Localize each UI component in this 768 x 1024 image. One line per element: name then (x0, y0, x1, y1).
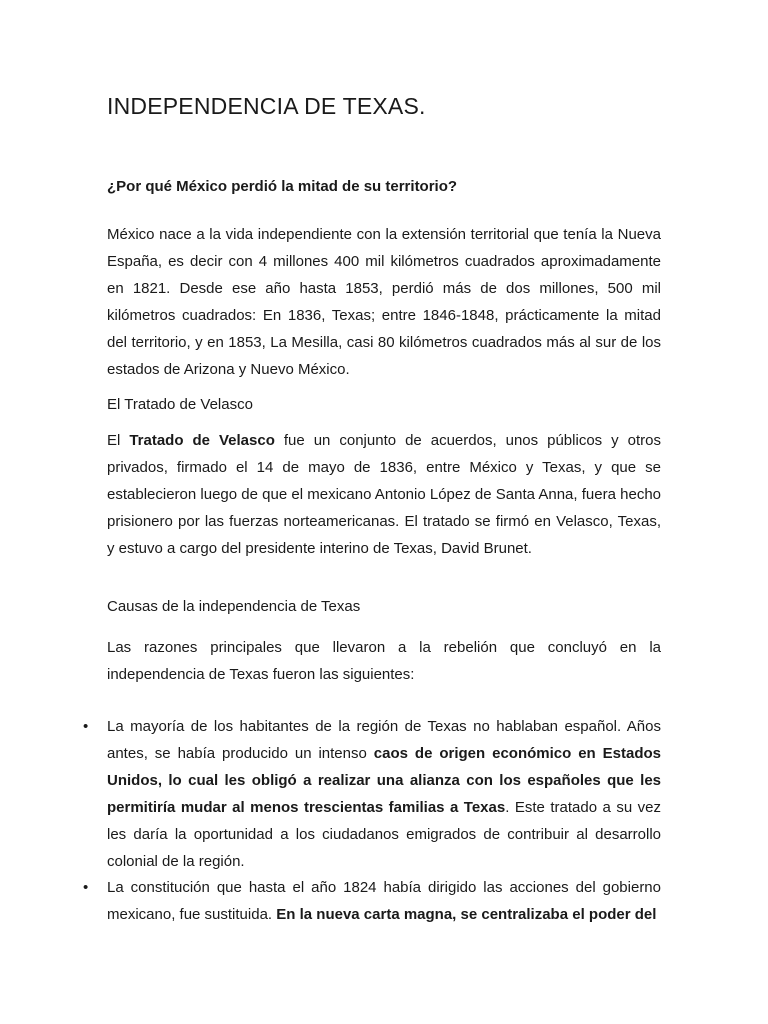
document-title: INDEPENDENCIA DE TEXAS. (107, 93, 426, 119)
text-run: fue un conjunto de acuerdos, unos públicos y otros privados, firmado el 14 de mayo de 1836, entre México y Texas, y que se establecieron luego de que el mexicano Antonio López de Santa Anna, fuera hecho prisionero por las fuerzas norteamericanas. El tratado se firmó en Velasco, Texas, y estuvo a cargo del presidente interino de Texas, David Brunet. (107, 432, 661, 557)
text-run: . Este tratado a su vez les daría la oportunidad a los ciudadanos emigrados de contribuir al desarrollo colonial de la región. (107, 799, 662, 870)
section-question: ¿Por qué México perdió la mitad de su territorio? (107, 178, 458, 195)
heading-tratado-velasco: El Tratado de Velasco (107, 396, 253, 413)
bullet-icon: • (83, 879, 89, 896)
heading-causas: Causas de la independencia de Texas (107, 598, 361, 615)
list-item (83, 713, 662, 875)
list-item (83, 874, 661, 928)
bold-text-run: caos de origen económico en Estados Unidos, lo cual les obligó a realizar una alianza con los españoles que les permitiría mudar al menos trescientas familias a Texas (107, 745, 662, 816)
bold-text-run: Tratado de Velasco (129, 432, 275, 449)
paragraph-razones: Las razones principales que llevaron a la rebelión que concluyó en la independencia de Texas fueron las siguientes: (107, 639, 661, 683)
paragraph-territory: México nace a la vida independiente con la extensión territorial que tenía la Nueva España, es decir con 4 millones 400 mil kilómetros cuadrados aproximadamente en 1821. Desde ese año hasta 1853, perdió más de dos millones, 500 mil kilómetros cuadrados: En 1836, Texas; entre 1846-1848, prácticamente la mitad del territorio, y en 1853, La Mesilla, casi 80 kilómetros cuadrados más al sur de los estados de Arizona y Nuevo México. (107, 226, 661, 378)
text-run: El (107, 432, 130, 449)
text-run: La mayoría de los habitantes de la región de Texas no hablaban español. Años antes, se había producido un intenso (107, 718, 661, 762)
bold-text-run: En la nueva carta magna, se centralizaba el poder del (276, 906, 657, 923)
text-run: La constitución que hasta el año 1824 había dirigido las acciones del gobierno mexicano, fue sustituida. (107, 879, 661, 923)
paragraph-tratado-velasco (107, 427, 661, 562)
bullet-icon: • (83, 718, 89, 735)
